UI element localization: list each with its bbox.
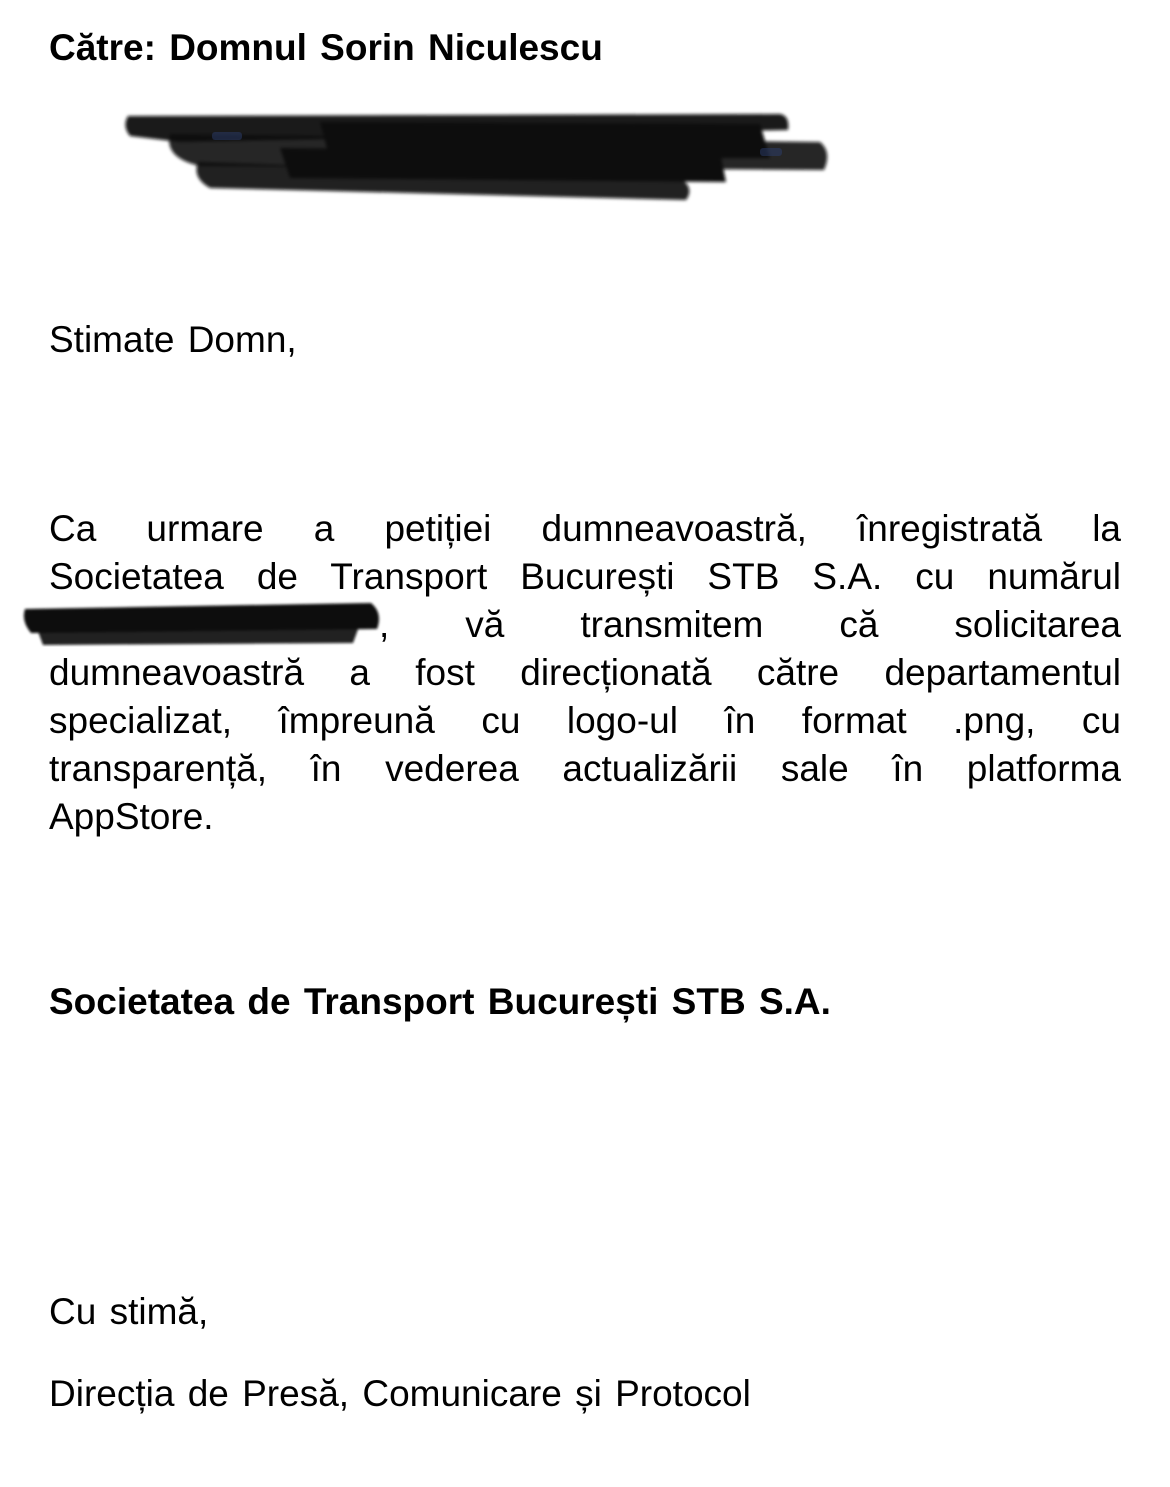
body-line-tail: , vă transmitem că solicitarea	[379, 604, 1121, 645]
body-line: AppStore.	[49, 796, 214, 837]
redaction-marker	[21, 599, 391, 647]
body-line: transparență, în vederea actualizării sale în platforma	[49, 748, 1121, 789]
closing: Cu stimă,	[49, 1291, 209, 1332]
sender-company: Societatea de Transport București STB S.A.	[49, 981, 831, 1022]
body-line: Ca urmare a petiției dumneavoastră, înregistrată la	[49, 508, 1121, 549]
salutation: Stimate Domn,	[49, 319, 297, 360]
body-line: Societatea de Transport București STB S.A. cu numărul	[49, 556, 1121, 597]
redacted-address	[120, 108, 840, 218]
redaction-marker	[120, 108, 840, 218]
signature-department: Direcția de Presă, Comunicare și Protocol	[49, 1373, 751, 1414]
body-line: specializat, împreună cu logo-ul în format .png, cu	[49, 700, 1121, 741]
redacted-registration-number	[49, 603, 379, 643]
body-paragraph	[49, 505, 1121, 841]
recipient-line: Către: Domnul Sorin Niculescu	[49, 27, 603, 68]
body-line	[49, 601, 1121, 649]
body-line: dumneavoastră a fost direcționată către departamentul	[49, 652, 1121, 693]
